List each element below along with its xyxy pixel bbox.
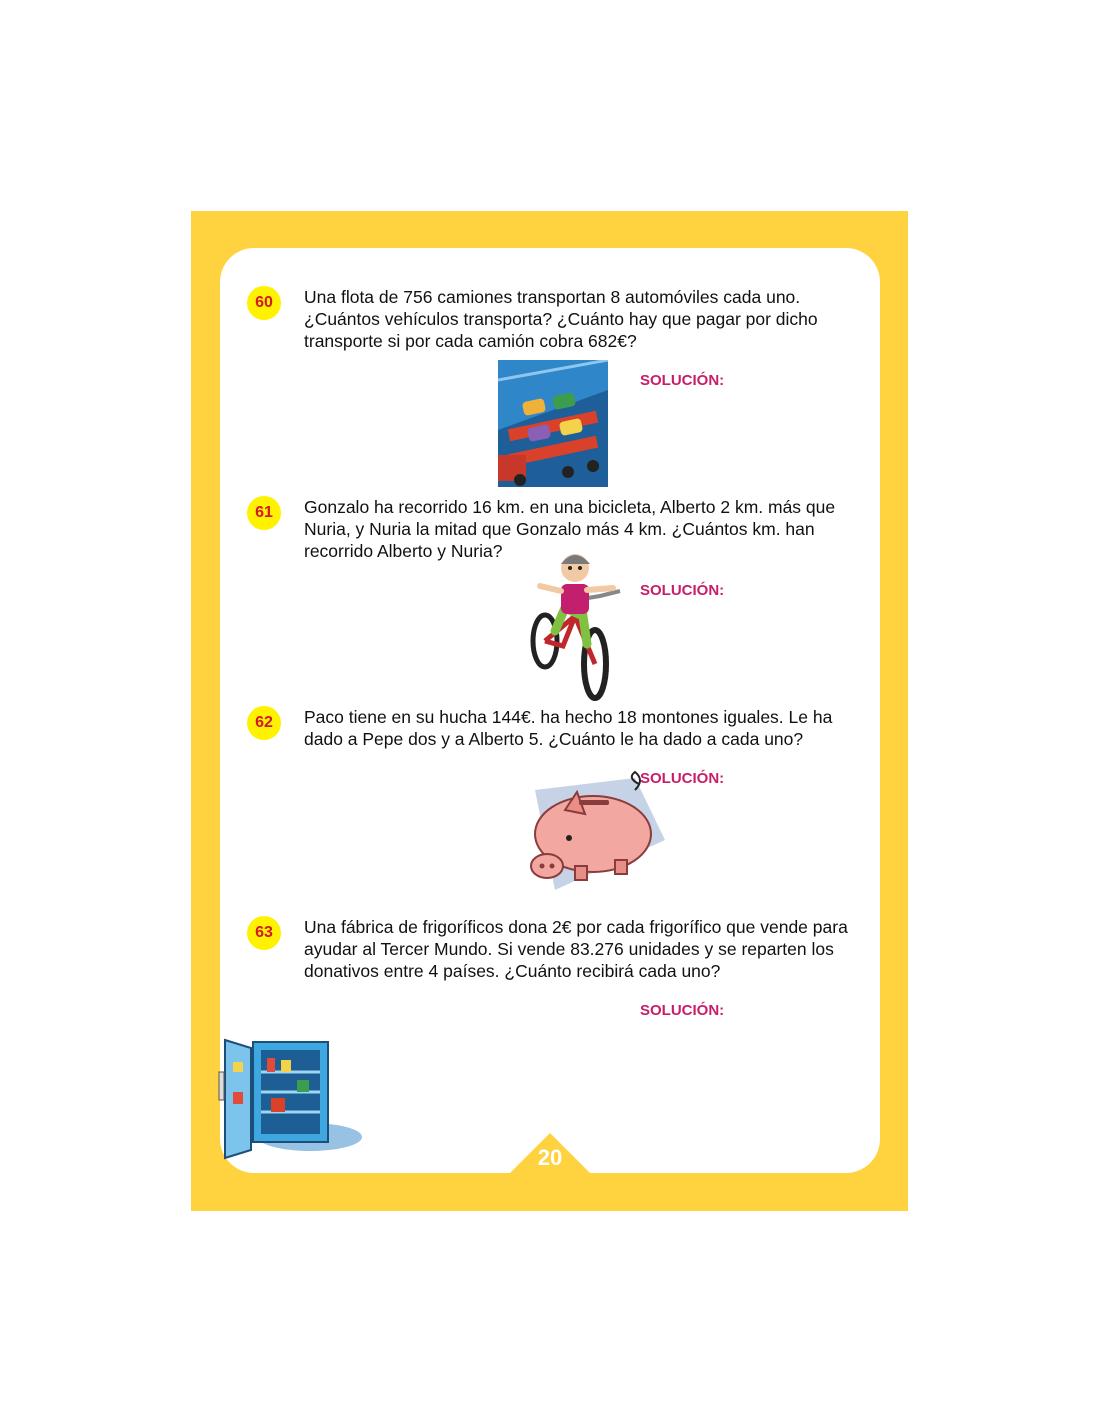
problem-text: Gonzalo ha recorrido 16 km. en una bicicleta, Alberto 2 km. más que Nuria, y Nuria la mitad que Gonzalo más 4 km. ¿Cuántos km. han recorrido Alberto y Nuria? [304, 497, 836, 561]
problem-number-badge: 60 [247, 286, 281, 320]
solution-label: SOLUCIÓN: [640, 1002, 725, 1019]
problem-text: Una flota de 756 camiones transportan 8 automóviles cada uno. ¿Cuántos vehículos transporta? ¿Cuánto hay que pagar por dicho transporte si por cada camión cobra 682€? [304, 287, 818, 351]
car-transporter-truck-icon [498, 360, 608, 487]
boy-on-bicycle-icon [525, 546, 625, 704]
problem-number-badge: 61 [247, 496, 281, 530]
page-number: 20 [537, 1145, 563, 1170]
problem-number-badge: 62 [247, 706, 281, 740]
solution-label: SOLUCIÓN: [640, 582, 725, 599]
problem-text: Una fábrica de frigoríficos dona 2€ por cada frigorífico que vende para ayudar al Tercer Mundo. Si vende 83.276 unidades y se reparten los donativos entre 4 países. ¿Cuánto recibirá cada uno? [304, 917, 848, 981]
solution-label: SOLUCIÓN: [640, 770, 725, 787]
problem-number-badge: 63 [247, 916, 281, 950]
piggy-bank-icon [515, 770, 675, 898]
problem-text: Paco tiene en su hucha 144€. ha hecho 18 montones iguales. Le ha dado a Pepe dos y a Alberto 5. ¿Cuánto le ha dado a cada uno? [304, 707, 833, 749]
open-refrigerator-icon [215, 1032, 365, 1162]
solution-label: SOLUCIÓN: [640, 372, 725, 389]
